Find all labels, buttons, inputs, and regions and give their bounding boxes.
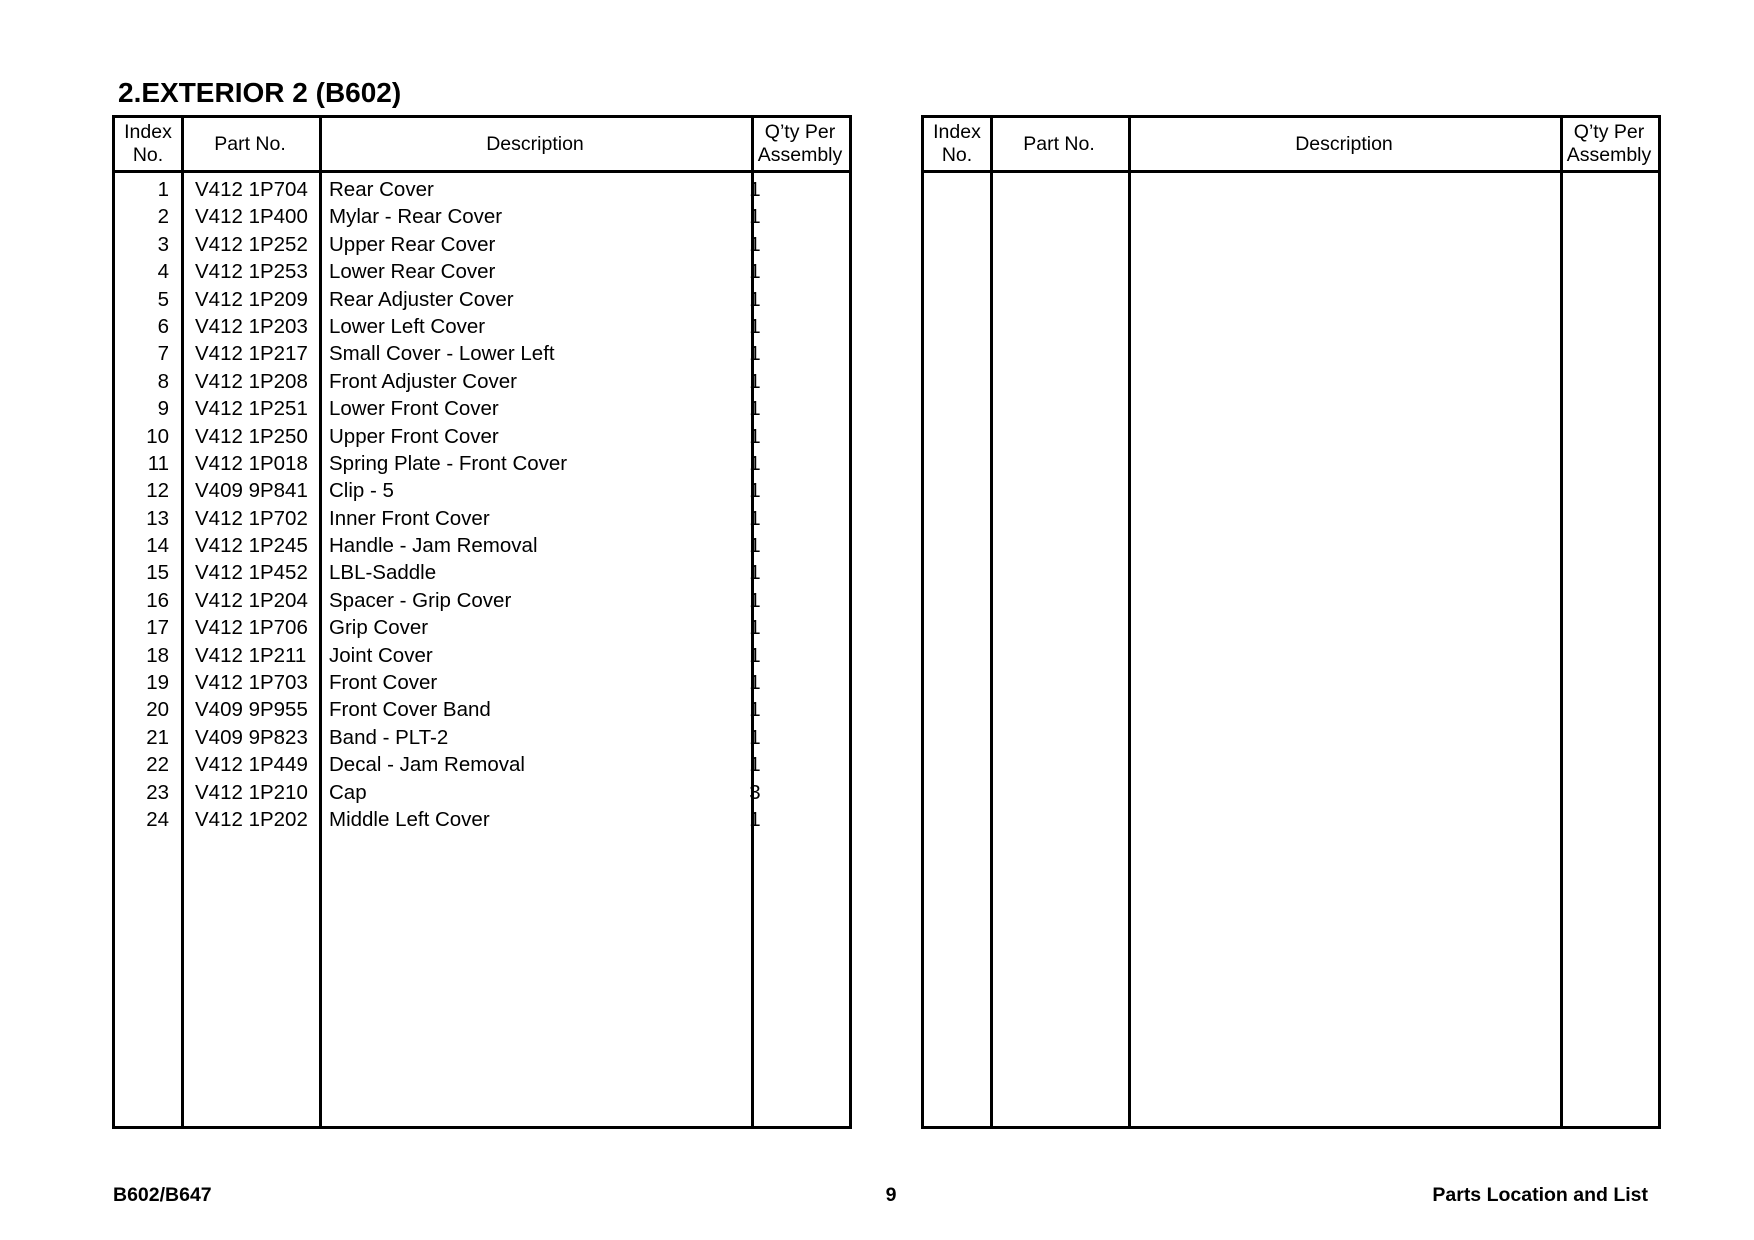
row-index: 13 [146, 506, 169, 530]
row-index: 3 [157, 232, 169, 256]
row-index: 15 [146, 561, 169, 585]
row-description: Lower Left Cover [329, 314, 486, 338]
row-qty: 1 [749, 287, 761, 311]
table-row [115, 340, 849, 367]
row-qty: 1 [749, 314, 761, 338]
row-qty: 1 [749, 753, 761, 777]
table-row [115, 231, 849, 258]
row-index: 23 [146, 780, 169, 804]
row-part-no: V412 1P203 [195, 314, 308, 338]
header-part-no: Part No. [214, 132, 286, 155]
row-index: 9 [157, 397, 169, 421]
table-row [115, 477, 849, 504]
table-row [115, 313, 849, 340]
table-row [115, 203, 849, 230]
table-row [115, 779, 849, 806]
row-index: 22 [146, 753, 169, 777]
table-row [115, 696, 849, 723]
row-description: Spring Plate - Front Cover [329, 451, 568, 475]
footer-model: B602/B647 [113, 1184, 212, 1206]
row-qty: 1 [749, 561, 761, 585]
table-row [115, 614, 849, 641]
row-description: LBL-Saddle [329, 561, 437, 585]
row-index: 6 [157, 314, 169, 338]
row-qty: 1 [749, 534, 761, 558]
row-qty: 3 [749, 780, 761, 804]
row-qty: 1 [749, 643, 761, 667]
table-row [115, 450, 849, 477]
row-description: Upper Rear Cover [329, 232, 496, 256]
row-qty: 1 [749, 698, 761, 722]
row-description: Joint Cover [329, 643, 433, 667]
row-part-no: V412 1P702 [195, 506, 308, 530]
parts-table-right [921, 115, 1661, 1129]
row-part-no: V412 1P400 [195, 205, 308, 229]
row-qty: 1 [749, 424, 761, 448]
row-part-no: V412 1P217 [195, 342, 308, 366]
row-part-no: V412 1P253 [195, 260, 308, 284]
row-qty: 1 [749, 588, 761, 612]
footer-page-number: 9 [885, 1184, 897, 1206]
row-part-no: V412 1P252 [195, 232, 308, 256]
row-index: 17 [146, 616, 169, 640]
table-row [115, 286, 849, 313]
row-description: Clip - 5 [329, 479, 394, 503]
row-description: Handle - Jam Removal [329, 534, 538, 558]
row-description: Front Cover [329, 671, 438, 695]
row-description: Cap [329, 780, 367, 804]
row-index: 14 [146, 534, 169, 558]
row-index: 10 [146, 424, 169, 448]
parts-rows [115, 176, 849, 833]
row-part-no: V409 9P955 [195, 698, 308, 722]
row-description: Grip Cover [329, 616, 429, 640]
row-index: 4 [157, 260, 169, 284]
row-index: 5 [157, 287, 169, 311]
row-index: 1 [157, 178, 169, 201]
row-index: 21 [146, 725, 169, 749]
row-description: Front Cover Band [329, 698, 491, 722]
table-row [115, 642, 849, 669]
row-part-no: V412 1P204 [195, 588, 308, 612]
header-divider [924, 170, 1658, 173]
row-qty: 1 [749, 260, 761, 284]
row-index: 20 [146, 698, 169, 722]
table-row [115, 423, 849, 450]
row-part-no: V409 9P823 [195, 725, 308, 749]
table-row [115, 806, 849, 833]
row-index: 16 [146, 588, 169, 612]
header-description: Description [1295, 132, 1393, 155]
row-description: Lower Rear Cover [329, 260, 496, 284]
row-description: Decal - Jam Removal [329, 753, 525, 777]
row-description: Band - PLT-2 [329, 725, 449, 749]
row-description: Front Adjuster Cover [329, 369, 517, 393]
row-part-no: V412 1P703 [195, 671, 308, 695]
row-description: Small Cover - Lower Left [329, 342, 555, 366]
row-description: Inner Front Cover [329, 506, 490, 530]
row-index: 12 [146, 479, 169, 503]
row-qty: 1 [749, 178, 761, 201]
header-index: Index No. [933, 121, 981, 166]
table-row [115, 176, 849, 203]
row-description: Rear Adjuster Cover [329, 287, 514, 311]
row-qty: 1 [749, 369, 761, 393]
header-index: Index No. [124, 121, 172, 166]
row-part-no: V412 1P210 [195, 780, 308, 804]
row-qty: 1 [749, 506, 761, 530]
header-qty: Q’ty Per Assembly [1566, 121, 1652, 166]
row-index: 11 [147, 451, 169, 475]
header-part-no: Part No. [1023, 132, 1095, 155]
table-row [115, 724, 849, 751]
row-qty: 1 [749, 616, 761, 640]
header-description: Description [486, 132, 584, 155]
row-part-no: V412 1P208 [195, 369, 308, 393]
column-divider [990, 118, 993, 1126]
row-qty: 1 [749, 232, 761, 256]
header-qty: Q’ty Per Assembly [757, 121, 843, 166]
row-qty: 1 [749, 725, 761, 749]
row-description: Lower Front Cover [329, 397, 499, 421]
row-qty: 1 [749, 671, 761, 695]
table-row [115, 587, 849, 614]
row-index: 8 [157, 369, 169, 393]
row-index: 7 [157, 342, 169, 366]
row-qty: 1 [749, 479, 761, 503]
row-part-no: V412 1P704 [195, 178, 308, 201]
row-index: 18 [146, 643, 169, 667]
row-description: Middle Left Cover [329, 807, 490, 831]
row-part-no: V412 1P250 [195, 424, 308, 448]
row-description: Upper Front Cover [329, 424, 499, 448]
parts-table-left [112, 115, 852, 1129]
row-qty: 1 [749, 451, 761, 475]
row-description: Rear Cover [329, 178, 434, 201]
row-qty: 1 [749, 342, 761, 366]
column-divider [1128, 118, 1131, 1126]
row-part-no: V412 1P202 [195, 807, 308, 831]
row-part-no: V412 1P209 [195, 287, 308, 311]
column-divider [1560, 118, 1563, 1126]
row-description: Mylar - Rear Cover [329, 205, 503, 229]
row-qty: 1 [749, 397, 761, 421]
row-part-no: V412 1P452 [195, 561, 308, 585]
row-part-no: V412 1P211 [195, 643, 307, 667]
row-part-no: V412 1P251 [195, 397, 308, 421]
row-qty: 1 [749, 807, 761, 831]
table-row [115, 258, 849, 285]
row-part-no: V409 9P841 [195, 479, 308, 503]
table-row [115, 532, 849, 559]
table-row [115, 751, 849, 778]
row-index: 19 [146, 671, 169, 695]
row-part-no: V412 1P449 [195, 753, 308, 777]
row-part-no: V412 1P245 [195, 534, 308, 558]
table-row [115, 669, 849, 696]
table-row [115, 559, 849, 586]
table-row [115, 368, 849, 395]
row-part-no: V412 1P706 [195, 616, 308, 640]
table-row [115, 505, 849, 532]
table-row [115, 395, 849, 422]
page-title: 2.EXTERIOR 2 (B602) [118, 77, 402, 108]
row-index: 2 [157, 205, 169, 229]
row-index: 24 [146, 807, 169, 831]
footer-section-title: Parts Location and List [1432, 1184, 1648, 1206]
header-divider [115, 170, 849, 173]
row-qty: 1 [749, 205, 761, 229]
row-description: Spacer - Grip Cover [329, 588, 512, 612]
row-part-no: V412 1P018 [195, 451, 308, 475]
